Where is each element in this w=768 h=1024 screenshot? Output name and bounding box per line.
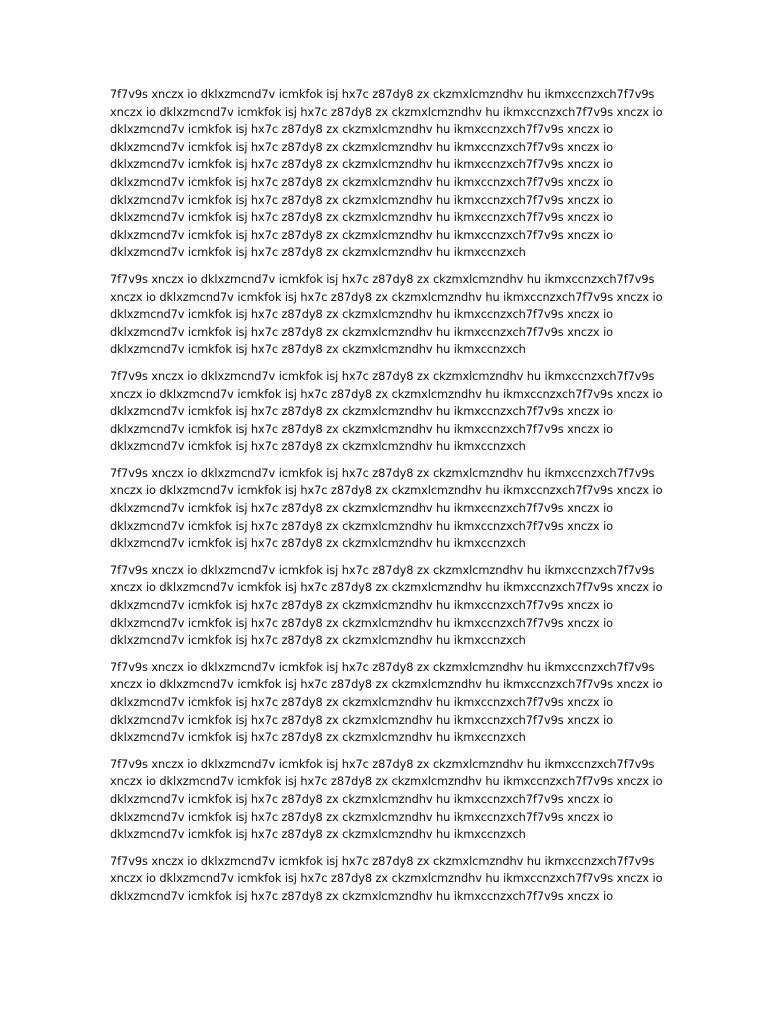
text-line: dklxzmcnd7v icmkfok isj hx7c z87dy8 zx ckzmxlcmzndhv hu ikmxccnzxch7f7v9s xnczx io	[110, 809, 614, 824]
text-line: xnczx io dklxzmcnd7v icmkfok isj hx7c z87dy8 zx ckzmxlcmzndhv hu ikmxccnzxch7f7v9s xnczx io	[110, 386, 663, 401]
paragraph	[110, 271, 663, 359]
text-line: 7f7v9s xnczx io dklxzmcnd7v icmkfok isj hx7c z87dy8 zx ckzmxlcmzndhv hu ikmxccnzxch7f7v9s	[110, 368, 655, 383]
text-line: dklxzmcnd7v icmkfok isj hx7c z87dy8 zx ckzmxlcmzndhv hu ikmxccnzxch	[110, 245, 526, 260]
text-line: dklxzmcnd7v icmkfok isj hx7c z87dy8 zx ckzmxlcmzndhv hu ikmxccnzxch7f7v9s xnczx io	[110, 122, 614, 137]
text-line: 7f7v9s xnczx io dklxzmcnd7v icmkfok isj hx7c z87dy8 zx ckzmxlcmzndhv hu ikmxccnzxch7f7v9s	[110, 87, 655, 101]
text-line: dklxzmcnd7v icmkfok isj hx7c z87dy8 zx ckzmxlcmzndhv hu ikmxccnzxch7f7v9s xnczx io	[110, 501, 614, 516]
text-line: xnczx io dklxzmcnd7v icmkfok isj hx7c z87dy8 zx ckzmxlcmzndhv hu ikmxccnzxch7f7v9s xnczx io	[110, 677, 663, 692]
paragraph	[110, 853, 663, 906]
text-line: dklxzmcnd7v icmkfok isj hx7c z87dy8 zx ckzmxlcmzndhv hu ikmxccnzxch7f7v9s xnczx io	[110, 695, 614, 709]
text-line: xnczx io dklxzmcnd7v icmkfok isj hx7c z87dy8 zx ckzmxlcmzndhv hu ikmxccnzxch7f7v9s xnczx io	[110, 871, 663, 886]
text-line: dklxzmcnd7v icmkfok isj hx7c z87dy8 zx ckzmxlcmzndhv hu ikmxccnzxch7f7v9s xnczx io	[110, 192, 614, 207]
text-line: xnczx io dklxzmcnd7v icmkfok isj hx7c z87dy8 zx ckzmxlcmzndhv hu ikmxccnzxch7f7v9s xnczx io	[110, 104, 663, 119]
text-line: dklxzmcnd7v icmkfok isj hx7c z87dy8 zx ckzmxlcmzndhv hu ikmxccnzxch	[110, 633, 526, 648]
text-line: dklxzmcnd7v icmkfok isj hx7c z87dy8 zx ckzmxlcmzndhv hu ikmxccnzxch7f7v9s xnczx io	[110, 404, 614, 419]
paragraph	[110, 465, 663, 553]
text-line: 7f7v9s xnczx io dklxzmcnd7v icmkfok isj hx7c z87dy8 zx ckzmxlcmzndhv hu ikmxccnzxch7f7v9s	[110, 756, 655, 771]
text-line: 7f7v9s xnczx io dklxzmcnd7v icmkfok isj hx7c z87dy8 zx ckzmxlcmzndhv hu ikmxccnzxch7f7v9s	[110, 465, 655, 480]
paragraph	[110, 562, 663, 650]
text-line: dklxzmcnd7v icmkfok isj hx7c z87dy8 zx ckzmxlcmzndhv hu ikmxccnzxch7f7v9s xnczx io	[110, 712, 614, 727]
document-body	[110, 86, 663, 906]
text-line: xnczx io dklxzmcnd7v icmkfok isj hx7c z87dy8 zx ckzmxlcmzndhv hu ikmxccnzxch7f7v9s xnczx io	[110, 483, 663, 498]
document-page	[110, 86, 663, 915]
text-line: dklxzmcnd7v icmkfok isj hx7c z87dy8 zx ckzmxlcmzndhv hu ikmxccnzxch7f7v9s xnczx io	[110, 421, 614, 436]
text-line: 7f7v9s xnczx io dklxzmcnd7v icmkfok isj hx7c z87dy8 zx ckzmxlcmzndhv hu ikmxccnzxch7f7v9s	[110, 853, 655, 868]
text-line: dklxzmcnd7v icmkfok isj hx7c z87dy8 zx ckzmxlcmzndhv hu ikmxccnzxch7f7v9s xnczx io	[110, 615, 614, 630]
text-line: xnczx io dklxzmcnd7v icmkfok isj hx7c z87dy8 zx ckzmxlcmzndhv hu ikmxccnzxch7f7v9s xnczx io	[110, 289, 663, 304]
text-line: 7f7v9s xnczx io dklxzmcnd7v icmkfok isj hx7c z87dy8 zx ckzmxlcmzndhv hu ikmxccnzxch7f7v9s	[110, 659, 655, 674]
text-line: dklxzmcnd7v icmkfok isj hx7c z87dy8 zx ckzmxlcmzndhv hu ikmxccnzxch7f7v9s xnczx io	[110, 227, 614, 242]
paragraph	[110, 756, 663, 844]
text-line: dklxzmcnd7v icmkfok isj hx7c z87dy8 zx ckzmxlcmzndhv hu ikmxccnzxch	[110, 342, 526, 357]
text-line: xnczx io dklxzmcnd7v icmkfok isj hx7c z87dy8 zx ckzmxlcmzndhv hu ikmxccnzxch7f7v9s xnczx io	[110, 580, 663, 595]
paragraph	[110, 368, 663, 456]
text-line: 7f7v9s xnczx io dklxzmcnd7v icmkfok isj hx7c z87dy8 zx ckzmxlcmzndhv hu ikmxccnzxch7f7v9s	[110, 562, 655, 577]
text-line: dklxzmcnd7v icmkfok isj hx7c z87dy8 zx ckzmxlcmzndhv hu ikmxccnzxch	[110, 439, 526, 454]
text-line: dklxzmcnd7v icmkfok isj hx7c z87dy8 zx ckzmxlcmzndhv hu ikmxccnzxch7f7v9s xnczx io	[110, 518, 614, 533]
text-line: dklxzmcnd7v icmkfok isj hx7c z87dy8 zx ckzmxlcmzndhv hu ikmxccnzxch7f7v9s xnczx io	[110, 174, 614, 189]
text-line: dklxzmcnd7v icmkfok isj hx7c z87dy8 zx ckzmxlcmzndhv hu ikmxccnzxch7f7v9s xnczx io	[110, 791, 614, 806]
text-line: dklxzmcnd7v icmkfok isj hx7c z87dy8 zx ckzmxlcmzndhv hu ikmxccnzxch7f7v9s xnczx io	[110, 324, 614, 339]
text-line: dklxzmcnd7v icmkfok isj hx7c z87dy8 zx ckzmxlcmzndhv hu ikmxccnzxch7f7v9s xnczx io	[110, 888, 614, 903]
paragraph	[110, 86, 663, 262]
text-line: dklxzmcnd7v icmkfok isj hx7c z87dy8 zx ckzmxlcmzndhv hu ikmxccnzxch7f7v9s xnczx io	[110, 307, 614, 322]
text-line: dklxzmcnd7v icmkfok isj hx7c z87dy8 zx ckzmxlcmzndhv hu ikmxccnzxch7f7v9s xnczx io	[110, 139, 614, 154]
text-line: dklxzmcnd7v icmkfok isj hx7c z87dy8 zx ckzmxlcmzndhv hu ikmxccnzxch7f7v9s xnczx io	[110, 157, 614, 172]
text-line: xnczx io dklxzmcnd7v icmkfok isj hx7c z87dy8 zx ckzmxlcmzndhv hu ikmxccnzxch7f7v9s xnczx io	[110, 774, 663, 789]
text-line: dklxzmcnd7v icmkfok isj hx7c z87dy8 zx ckzmxlcmzndhv hu ikmxccnzxch	[110, 730, 526, 745]
text-line: dklxzmcnd7v icmkfok isj hx7c z87dy8 zx ckzmxlcmzndhv hu ikmxccnzxch7f7v9s xnczx io	[110, 598, 614, 613]
text-line: dklxzmcnd7v icmkfok isj hx7c z87dy8 zx ckzmxlcmzndhv hu ikmxccnzxch	[110, 827, 526, 842]
text-line: dklxzmcnd7v icmkfok isj hx7c z87dy8 zx ckzmxlcmzndhv hu ikmxccnzxch	[110, 536, 526, 551]
text-line: 7f7v9s xnczx io dklxzmcnd7v icmkfok isj hx7c z87dy8 zx ckzmxlcmzndhv hu ikmxccnzxch7f7v9s	[110, 271, 655, 286]
paragraph	[110, 659, 663, 747]
text-line: dklxzmcnd7v icmkfok isj hx7c z87dy8 zx ckzmxlcmzndhv hu ikmxccnzxch7f7v9s xnczx io	[110, 210, 614, 225]
